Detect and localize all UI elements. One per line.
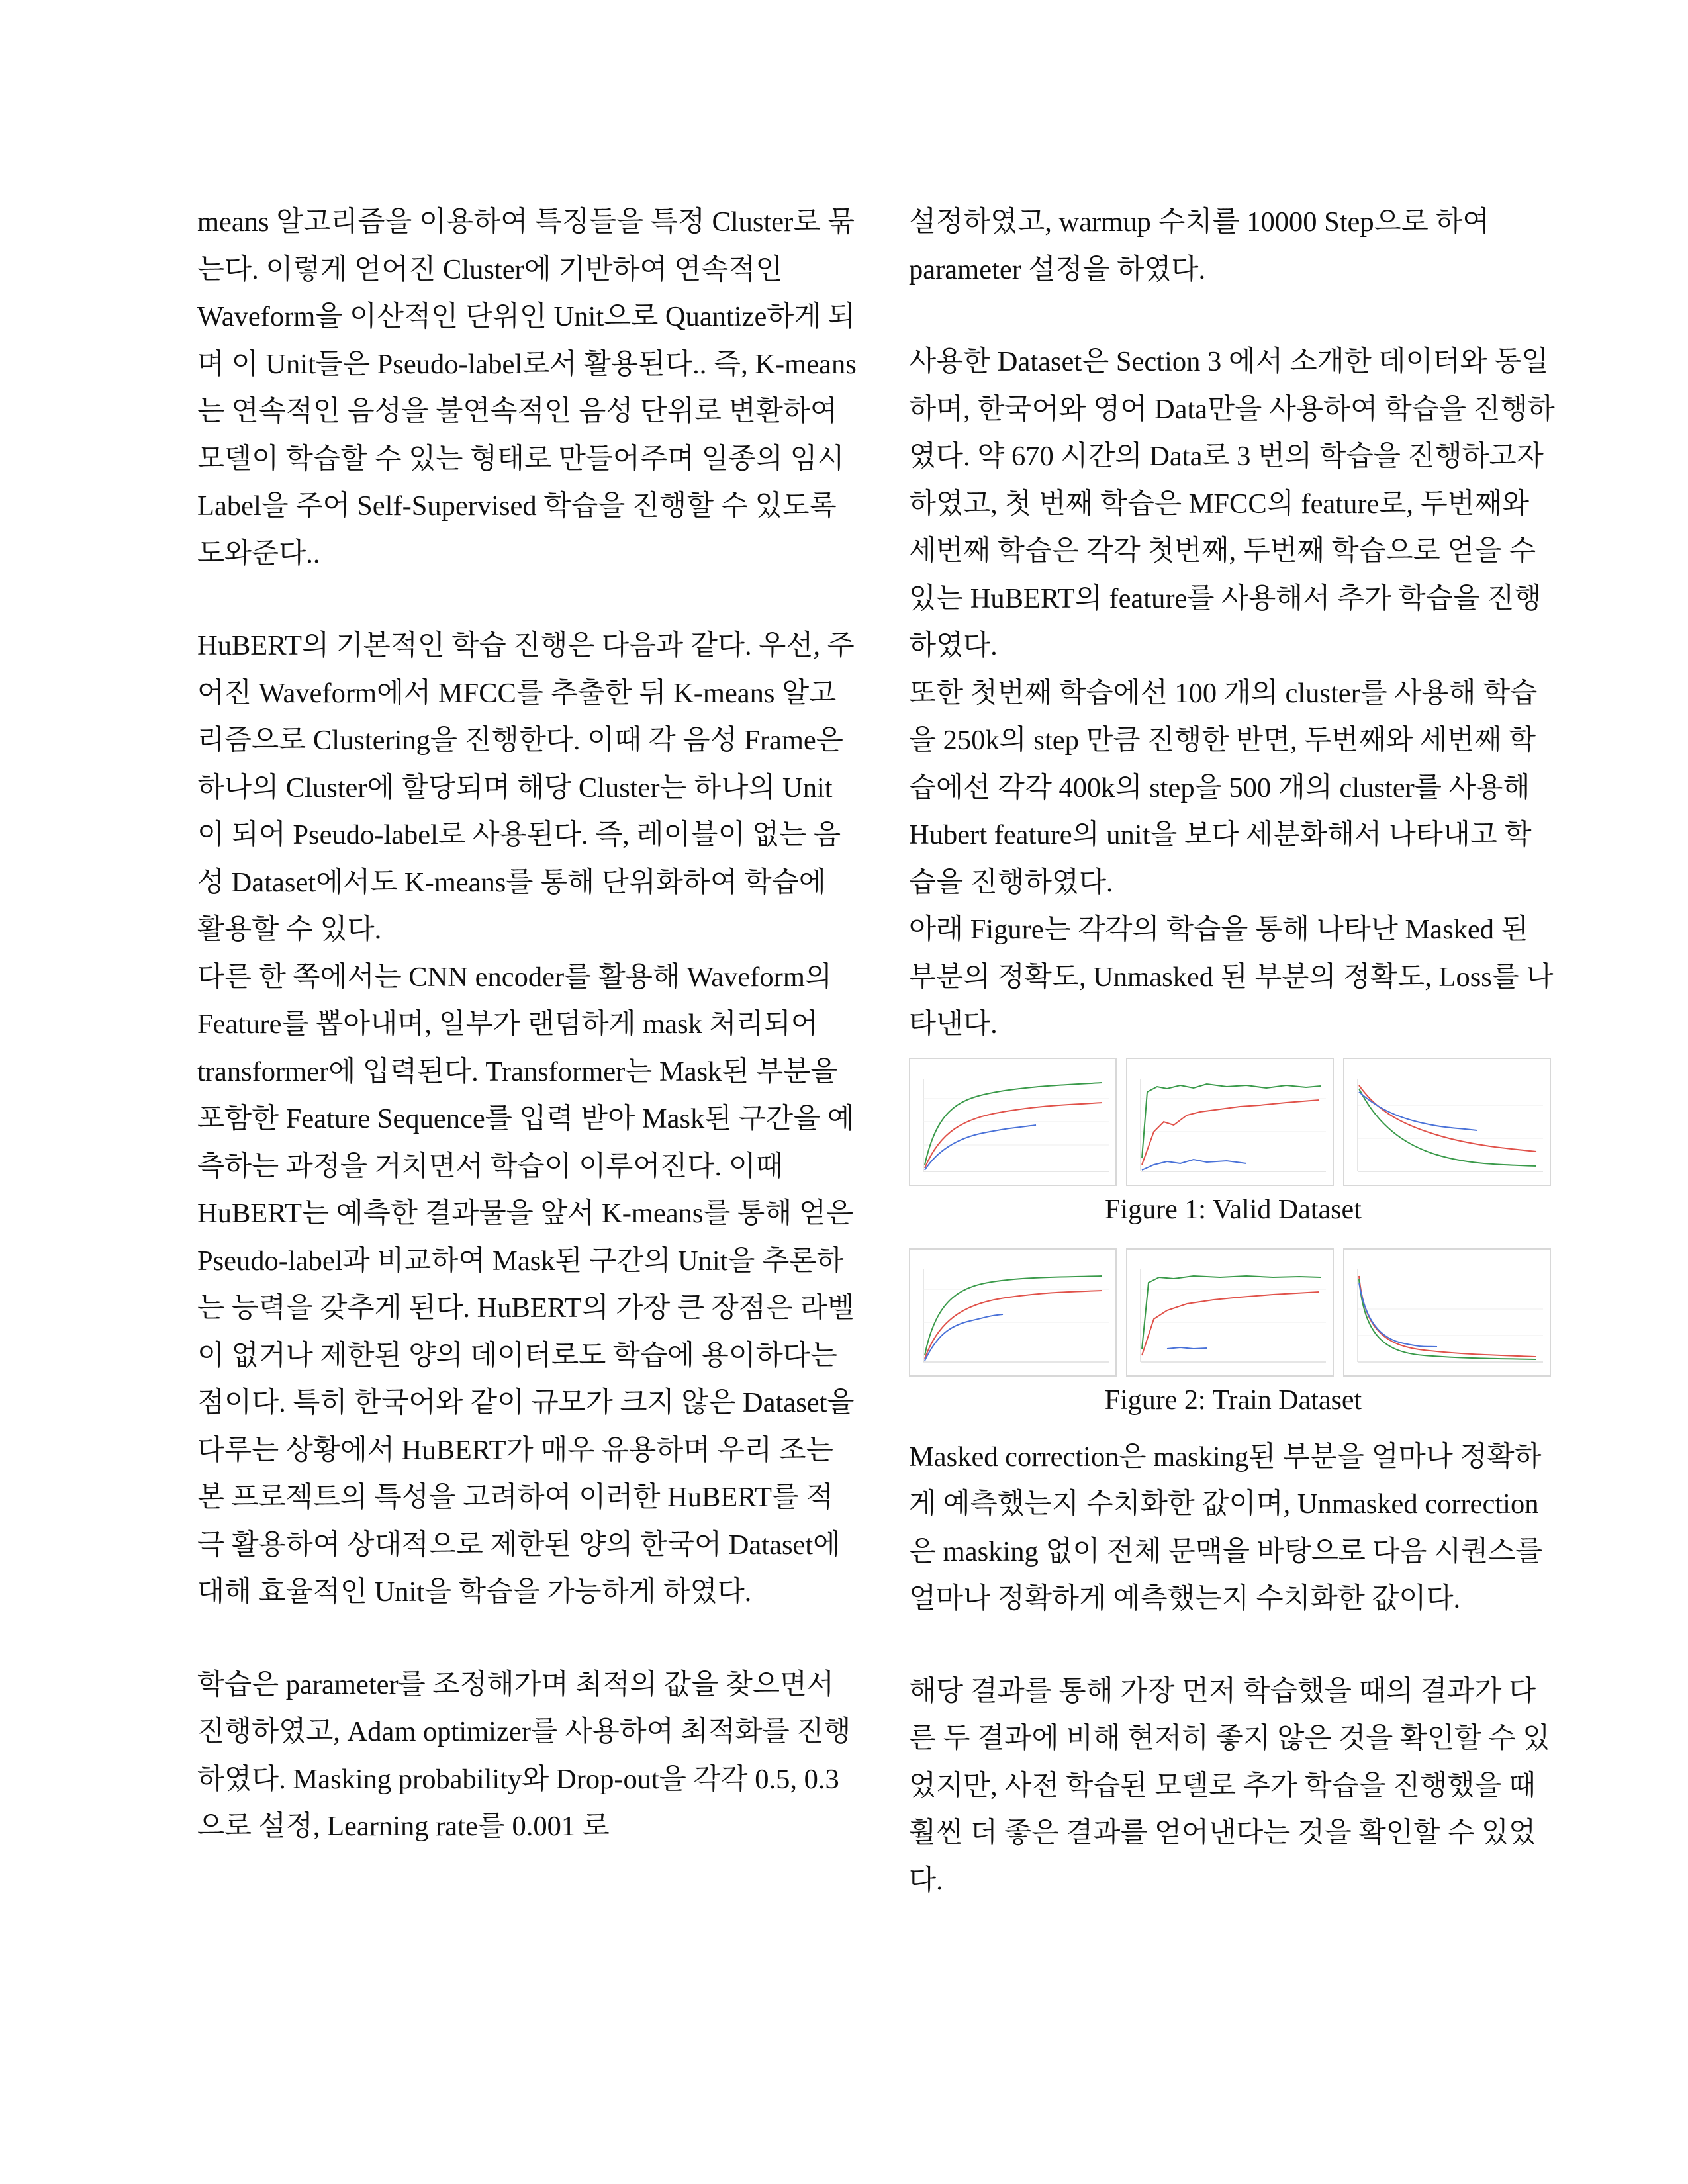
paragraph: 해당 결과를 통해 가장 먼저 학습했을 때의 결과가 다른 두 결과에 비해 현저히 좋지 않은 것을 확인할 수 있었지만, 사전 학습된 모델로 추가 학습을 진행했을 때 훨씬 더 좋은 결과를 얻어낸다는 것을 확인할 수 있었다. (909, 1675, 1550, 1896)
paragraph: 또한 첫번째 학습에선 100 개의 cluster를 사용해 학습을 250k의 step 만큼 진행한 반면, 두번째와 세번째 학습에선 각각 400k의 step을 500 개의 cluster를 사용해 Hubert feature의 unit을 보다 세분화해서 나타내고 학습을 진행하였다. (909, 677, 1538, 898)
figure-2 (909, 1248, 1558, 1420)
figure-2-panels (909, 1248, 1558, 1377)
figure-1 (909, 1058, 1558, 1230)
paragraph: 다른 한 쪽에서는 CNN encoder를 활용해 Waveform의 Feature를 뽑아내며, 일부가 랜덤하게 mask 처리되어 transformer에 입력된다. Transformer는 Mask된 부분을 포함한 Feature Sequence를 입력 받아 Mask된 구간을 예측하는 과정을 거치면서 학습이 이루어진다. 이때 HuBERT는 예측한 결과물을 앞서 K-means를 통해 얻은 Pseudo-label과 비교하여 Mask된 구간의 Unit을 추론하는 능력을 갖추게 된다. HuBERT의 가장 큰 장점은 라벨이 없거나 제한된 양의 데이터로도 학습에 용이하다는 점이다. 특히 한국어와 같이 규모가 크지 않은 Dataset을 다루는 상황에서 HuBERT가 매우 유용하며 우리 조는 본 프로젝트의 특성을 고려하여 이러한 HuBERT를 적극 활용하여 상대적으로 제한된 양의 한국어 Dataset에 대해 효율적인 Unit을 학습을 가능하게 하였다. (197, 961, 855, 1608)
figure-1-panel-loss (1343, 1058, 1551, 1186)
figure-1-panel-unmasked-correction (1126, 1058, 1334, 1186)
right-column (909, 199, 1558, 1949)
chart-thumbnail (1344, 1059, 1550, 1185)
paragraph: 사용한 Dataset은 Section 3 에서 소개한 데이터와 동일하며, 한국어와 영어 Data만을 사용하여 학습을 진행하였다. 약 670 시간의 Data로 3 번의 학습을 진행하고자 하였고, 첫 번째 학습은 MFCC의 feature로, 두번째와 세번째 학습은 각각 첫번째, 두번째 학습으로 얻을 수 있는 HuBERT의 feature를 사용해서 추가 학습을 진행하였다. (909, 346, 1555, 661)
paragraph: means 알고리즘을 이용하여 특징들을 특정 Cluster로 묶는다. 이렇게 얻어진 Cluster에 기반하여 연속적인 Waveform을 이산적인 단위인 Unit으로 Quantize하게 되며 이 Unit들은 Pseudo-label로서 활용된다.. 즉, K-means는 연속적인 음성을 불연속적인 음성 단위로 변환하여 모델이 학습할 수 있는 형태로 만들어주며 일종의 임시 Label을 주어 Self-Supervised 학습을 진행할 수 있도록 도와준다.. (197, 206, 857, 569)
paragraph: HuBERT의 기본적인 학습 진행은 다음과 같다. 우선, 주어진 Waveform에서 MFCC를 추출한 뒤 K-means 알고리즘으로 Clustering을 진행한다. 이때 각 음성 Frame은 하나의 Cluster에 할당되며 해당 Cluster는 하나의 Unit이 되어 Pseudo-label로 사용된다. 즉, 레이블이 없는 음성 Dataset에서도 K-means를 통해 단위화하여 학습에 활용할 수 있다. (197, 630, 855, 945)
figure-2-panel-unmasked-correction (1126, 1248, 1334, 1377)
chart-thumbnail (910, 1059, 1115, 1185)
paragraph: 아래 Figure는 각각의 학습을 통해 나타난 Masked 된 부분의 정확도, Unmasked 된 부분의 정확도, Loss를 나타낸다. (909, 914, 1554, 1040)
chart-thumbnail (1127, 1059, 1333, 1185)
figure-2-panel-masked-correction (909, 1248, 1117, 1377)
paragraph: Masked correction은 masking된 부분을 얼마나 정확하게 예측했는지 수치화한 값이며, Unmasked correction은 masking 없이 전체 문맥을 바탕으로 다음 시퀀스를 얼마나 정확하게 예측했는지 수치화한 값이다. (909, 1441, 1543, 1614)
chart-thumbnail (910, 1250, 1115, 1375)
figure-1-panels (909, 1058, 1558, 1186)
chart-thumbnail (1344, 1250, 1550, 1375)
left-column (197, 199, 859, 1895)
paragraph: 학습은 parameter를 조정해가며 최적의 값을 찾으면서 진행하였고, Adam optimizer를 사용하여 최적화를 진행하였다. Masking probability와 Drop-out을 각각 0.5, 0.3 으로 설정, Learning rate를 0.001 로 (197, 1668, 851, 1842)
paragraph: 설정하였고, warmup 수치를 10000 Step으로 하여 parameter 설정을 하였다. (909, 206, 1490, 285)
figure-2-caption: Figure 2: Train Dataset (1104, 1385, 1362, 1416)
chart-thumbnail (1127, 1250, 1333, 1375)
figure-1-panel-masked-correction (909, 1058, 1117, 1186)
figure-2-panel-loss (1343, 1248, 1551, 1377)
figure-1-caption: Figure 1: Valid Dataset (1105, 1194, 1362, 1225)
